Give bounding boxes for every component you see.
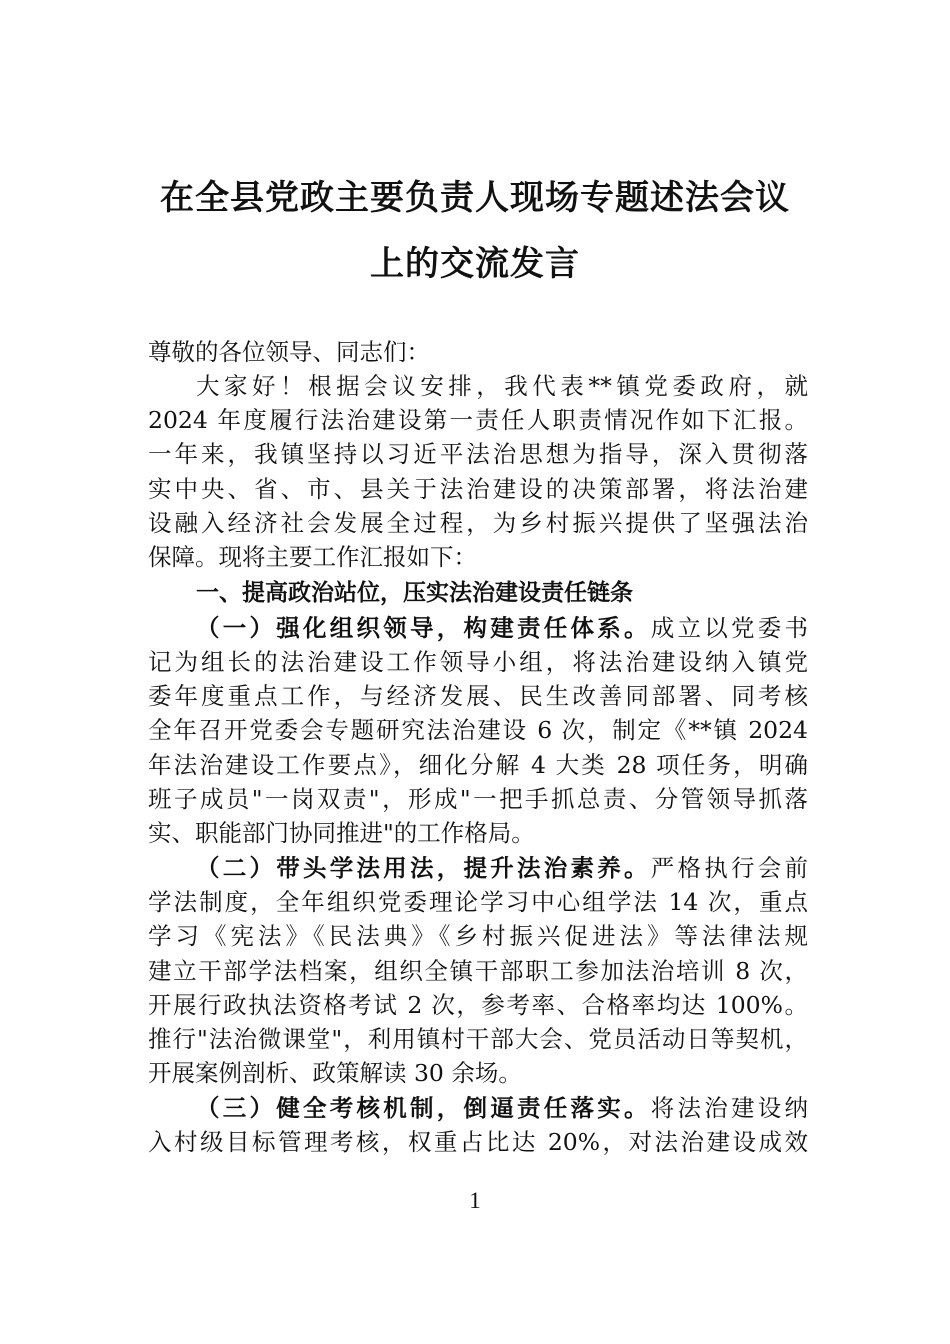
intro-line: 实中央、省、市、县关于法治建设的决策部署，将法治建 bbox=[148, 475, 808, 503]
paragraph-line: 委年度重点工作，与经济发展、民生改善同部署、同考核 bbox=[148, 682, 808, 710]
paragraph-line: 全年召开党委会专题研究法治建设 6 次，制定《**镇 2024 bbox=[148, 716, 808, 744]
paragraph-line: 记为组长的法治建设工作领导小组，将法治建设纳入镇党 bbox=[148, 648, 808, 676]
paragraph-line: 推行"法治微课堂"，利用镇村干部大会、党员活动日等契机， bbox=[148, 1025, 808, 1053]
paragraph-first-line bbox=[196, 853, 808, 883]
paragraph-line: 年法治建设工作要点》，细化分解 4 大类 28 项任务，明确 bbox=[148, 751, 808, 779]
paragraph-text: 成立以党委书 bbox=[650, 614, 808, 642]
paragraph-line: 实、职能部门协同推进"的工作格局。 bbox=[148, 819, 535, 847]
paragraph-line: 开展案例剖析、政策解读 30 余场。 bbox=[148, 1059, 522, 1087]
intro-line: 2024 年度履行法治建设第一责任人职责情况作如下汇报。 bbox=[148, 406, 808, 434]
intro-line: 大家好！根据会议安排，我代表**镇党委政府，就 bbox=[196, 372, 808, 400]
page-number: 1 bbox=[469, 1188, 481, 1213]
paragraph-text: 严格执行会前 bbox=[650, 854, 808, 882]
paragraph-line: 学习《宪法》《民法典》《乡村振兴促进法》等法律法规 bbox=[148, 922, 808, 950]
subsection-heading: （二）带头学法用法，提升法治素养。 bbox=[196, 854, 651, 882]
paragraph-text: 将法治建设纳 bbox=[650, 1094, 808, 1122]
intro-line: 一年来，我镇坚持以习近平法治思想为指导，深入贯彻落 bbox=[148, 440, 808, 468]
subsection-heading: （一）强化组织领导，构建责任体系。 bbox=[196, 614, 651, 642]
document-title-line-1: 在全县党政主要负责人现场专题述法会议 bbox=[160, 178, 790, 218]
paragraph-first-line bbox=[196, 613, 808, 643]
paragraph-line: 班子成员"一岗双责"，形成"一把手抓总责、分管领导抓落 bbox=[148, 785, 808, 813]
paragraph-first-line bbox=[196, 1093, 808, 1123]
paragraph-line: 入村级目标管理考核，权重占比达 20%，对法治建设成效 bbox=[148, 1128, 808, 1156]
intro-line: 保障。现将主要工作汇报如下： bbox=[148, 543, 477, 571]
section-heading: 一、提高政治站位，压实法治建设责任链条 bbox=[196, 580, 633, 606]
intro-line: 设融入经济社会发展全过程，为乡村振兴提供了坚强法治 bbox=[148, 509, 808, 537]
paragraph-line: 学法制度，全年组织党委理论学习中心组学法 14 次，重点 bbox=[148, 888, 808, 916]
paragraph-line: 建立干部学法档案，组织全镇干部职工参加法治培训 8 次， bbox=[148, 957, 808, 985]
subsection-heading: （三）健全考核机制，倒逼责任落实。 bbox=[196, 1094, 651, 1122]
salutation: 尊敬的各位领导、同志们： bbox=[148, 338, 430, 366]
document-title-line-2: 上的交流发言 bbox=[370, 244, 580, 284]
paragraph-line: 开展行政执法资格考试 2 次，参考率、合格率均达 100%。 bbox=[148, 991, 808, 1019]
